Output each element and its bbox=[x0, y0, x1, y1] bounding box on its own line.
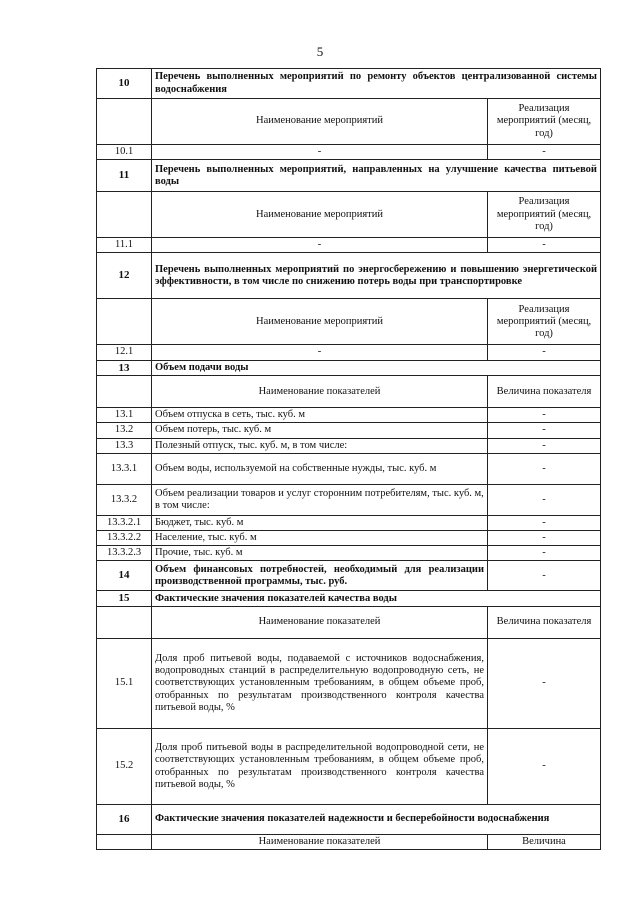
table-row bbox=[97, 453, 601, 484]
section-header-row bbox=[97, 805, 601, 835]
section-number: 16 bbox=[97, 805, 152, 835]
row-name: Объем потерь, тыс. куб. м bbox=[152, 423, 488, 438]
table-row bbox=[97, 515, 601, 530]
table-row bbox=[97, 238, 601, 253]
row-value: - bbox=[488, 238, 601, 253]
row-value: - bbox=[488, 515, 601, 530]
row-name: Объем реализации товаров и услуг сторонним потребителям, тыс. куб. м, в том числе: bbox=[152, 484, 488, 515]
table-row bbox=[97, 423, 601, 438]
row-value: - bbox=[488, 484, 601, 515]
row-number: 13.3.2 bbox=[97, 484, 152, 515]
section-title: Перечень выполненных мероприятий по ремонту объектов централизованной системы водоснабжения bbox=[152, 69, 601, 99]
row-value: - bbox=[488, 729, 601, 805]
page-number: 5 bbox=[316, 44, 324, 59]
section-number: 10 bbox=[97, 69, 152, 99]
row-value: - bbox=[488, 561, 601, 591]
section-title: Фактические значения показателей надежности и бесперебойности водоснабжения bbox=[152, 805, 601, 835]
column-header-name: Наименование показателей bbox=[152, 376, 488, 408]
row-number: 15.2 bbox=[97, 729, 152, 805]
row-name: Бюджет, тыс. куб. м bbox=[152, 515, 488, 530]
column-header-value: Величина показателя bbox=[488, 607, 601, 639]
section-header-row bbox=[97, 253, 601, 299]
section-header-row bbox=[97, 591, 601, 607]
section-header-row bbox=[97, 160, 601, 192]
row-name: Прочие, тыс. куб. м bbox=[152, 546, 488, 561]
section-title: Фактические значения показателей качества воды bbox=[152, 591, 601, 607]
empty-cell bbox=[97, 99, 152, 145]
table-row bbox=[97, 345, 601, 360]
section-header-row bbox=[97, 360, 601, 376]
section-number: 12 bbox=[97, 253, 152, 299]
column-header-row bbox=[97, 607, 601, 639]
section-number: 11 bbox=[97, 160, 152, 192]
row-name: Объем отпуска в сеть, тыс. куб. м bbox=[152, 408, 488, 423]
row-number: 13.3.1 bbox=[97, 453, 152, 484]
row-name: Доля проб питьевой воды, подаваемой с источников водоснабжения, водопроводных станций в распределительную водопроводную сеть, не соответствующих установленным требованиям, в общем объеме проб, отобранных по результатам производственного контроля качества питьевой воды, % bbox=[152, 639, 488, 729]
column-header-name: Наименование мероприятий bbox=[152, 192, 488, 238]
table-row bbox=[97, 145, 601, 160]
empty-cell bbox=[97, 607, 152, 639]
column-header-name: Наименование показателей bbox=[152, 607, 488, 639]
empty-cell bbox=[97, 835, 152, 850]
row-number: 11.1 bbox=[97, 238, 152, 253]
row-number: 13.3.2.3 bbox=[97, 546, 152, 561]
column-header-value: Реализация мероприятий (месяц, год) bbox=[488, 99, 601, 145]
row-value: - bbox=[488, 546, 601, 561]
row-value: - bbox=[488, 145, 601, 160]
column-header-row bbox=[97, 299, 601, 345]
empty-cell bbox=[97, 192, 152, 238]
empty-cell bbox=[97, 299, 152, 345]
table-row bbox=[97, 546, 601, 561]
production-program-table bbox=[96, 68, 601, 850]
table-row bbox=[97, 639, 601, 729]
row-number: 13.3.2.1 bbox=[97, 515, 152, 530]
row-number: 13.3.2.2 bbox=[97, 530, 152, 545]
row-value: - bbox=[488, 408, 601, 423]
row-number: 15.1 bbox=[97, 639, 152, 729]
column-header-value: Реализация мероприятий (месяц, год) bbox=[488, 192, 601, 238]
table-row bbox=[97, 530, 601, 545]
column-header-value: Реализация мероприятий (месяц, год) bbox=[488, 299, 601, 345]
column-header-name: Наименование показателей bbox=[152, 835, 488, 850]
row-name: - bbox=[152, 345, 488, 360]
section-header-row bbox=[97, 561, 601, 591]
column-header-row bbox=[97, 835, 601, 850]
row-name: Полезный отпуск, тыс. куб. м, в том числе: bbox=[152, 438, 488, 453]
table-row bbox=[97, 408, 601, 423]
row-number: 13.3 bbox=[97, 438, 152, 453]
row-value: - bbox=[488, 345, 601, 360]
section-number: 13 bbox=[97, 360, 152, 376]
row-name: Объем воды, используемой на собственные нужды, тыс. куб. м bbox=[152, 453, 488, 484]
row-name: Доля проб питьевой воды в распределительной водопроводной сети, не соответствующих установленным требованиям, в общем объеме проб, отобранных по результатам производственного контроля качества питьевой воды, % bbox=[152, 729, 488, 805]
section-header-row bbox=[97, 69, 601, 99]
row-number: 12.1 bbox=[97, 345, 152, 360]
section-title: Перечень выполненных мероприятий по энергосбережению и повышению энергетической эффективности, в том числе по снижению потерь воды при транспортировке bbox=[152, 253, 601, 299]
empty-cell bbox=[97, 376, 152, 408]
table-row bbox=[97, 484, 601, 515]
row-name: - bbox=[152, 145, 488, 160]
column-header-value: Величина bbox=[488, 835, 601, 850]
table-row bbox=[97, 729, 601, 805]
section-number: 14 bbox=[97, 561, 152, 591]
column-header-row bbox=[97, 376, 601, 408]
row-number: 13.2 bbox=[97, 423, 152, 438]
row-value: - bbox=[488, 423, 601, 438]
row-value: - bbox=[488, 453, 601, 484]
row-value: - bbox=[488, 530, 601, 545]
section-title: Перечень выполненных мероприятий, направленных на улучшение качества питьевой воды bbox=[152, 160, 601, 192]
row-name: Население, тыс. куб. м bbox=[152, 530, 488, 545]
section-title: Объем финансовых потребностей, необходимый для реализации производственной программы, тыс. руб. bbox=[152, 561, 488, 591]
row-number: 10.1 bbox=[97, 145, 152, 160]
column-header-row bbox=[97, 99, 601, 145]
row-value: - bbox=[488, 438, 601, 453]
table-row bbox=[97, 438, 601, 453]
row-value: - bbox=[488, 639, 601, 729]
section-number: 15 bbox=[97, 591, 152, 607]
column-header-name: Наименование мероприятий bbox=[152, 99, 488, 145]
row-number: 13.1 bbox=[97, 408, 152, 423]
column-header-name: Наименование мероприятий bbox=[152, 299, 488, 345]
column-header-row bbox=[97, 192, 601, 238]
row-name: - bbox=[152, 238, 488, 253]
column-header-value: Величина показателя bbox=[488, 376, 601, 408]
section-title: Объем подачи воды bbox=[152, 360, 601, 376]
